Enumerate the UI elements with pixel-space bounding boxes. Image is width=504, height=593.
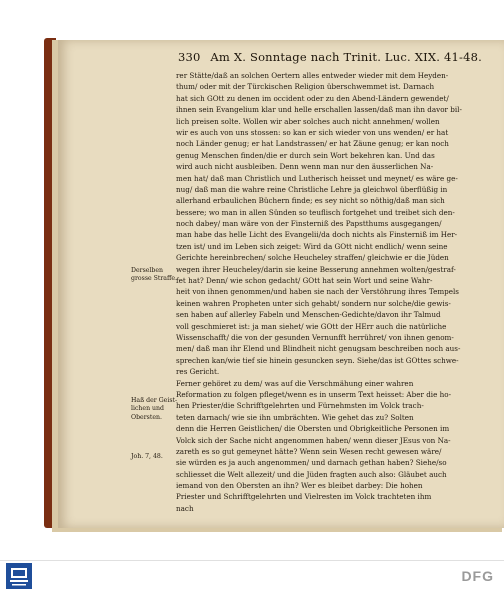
text-line: man habe das helle Licht des Evangelii/da doch nichts als Finsterniß im Her- [176,230,458,240]
text-line: wird auch nicht ausbleiben. Denn wenn man nur den äusserlichen Na- [176,162,434,172]
marginal-note-3 [131,453,181,461]
text-line: genug Menschen finden/die er durch sein Wort bekehren kan. Und das [176,150,435,160]
text-line: noch dabey/ man wäre von der Finsterniß des Papstthums ausgegangen/ [176,219,442,229]
text-line: wegen ihrer Heucheley/darin sie keine Besserung annehmen wolten/gestraf- [176,264,456,274]
marginal-line: Derselben [131,267,164,274]
page-title: Am X. Sonntage nach Trinit. Luc. XIX. 41-48. [210,50,482,64]
body-text [176,70,504,520]
text-line: sprechen kan/wie tief sie hinein gesuncken seyn. Siehe/das ist GOttes schwe- [176,355,459,365]
text-line: sen haben auf allerley Fabeln und Menschen-Gedichte/davon ihr Talmud [176,310,441,320]
text-line: Ferner gehöret zu dem/ was auf die Verschmähung einer wahren [176,378,414,388]
text-line: men/ daß man ihr Elend und Blindheit nicht genugsam beschreiben noch aus- [176,344,461,354]
text-line: nug/ daß man die wahre reine Christliche Lehre ja gleichwol überflüßig in [176,184,448,194]
text-line: Reformation zu folgen pfleget/wenn es in unserm Text heisset: Aber die ho- [176,389,452,399]
text-line: fet hat? Denn/ wie schon gedacht/ GOtt hat sein Wort und seine Wahr- [176,276,433,286]
text-line: schliesset die Welt allezeit/ und die Jüden fragten auch also: Gläubet auch [176,469,447,479]
marginal-note-2 [131,397,181,422]
page-number: 330 [178,50,201,64]
text-line: noch Länder genug; er hat Landstrassen/ er hat Zäune genug; er kan noch [176,139,449,149]
marginal-line: Haß der Geist- [131,397,178,404]
marginal-note-1 [131,267,181,284]
text-line: rer Stätte/daß an solchen Oertern alles entweder wieder mit dem Heyden- [176,71,449,80]
text-line: allerhand erbaulichen Büchern finde; es sey nicht so nöthig/daß man sich [176,196,445,206]
text-line: sie würden es ja auch angenommen/ und darnach gethan haben? Siehe/so [176,458,447,468]
text-line: iemand von den Obersten an ihn? Wer es bleibet darbey: Die hohen [176,481,423,491]
marginal-line: Obersten. [131,413,162,421]
running-head [178,50,498,66]
text-line: denn die Herren Geistlichen/ die Obersten und Obrigkeitliche Personen im [176,424,450,434]
text-line: Gerichte hereinbrechen/ solche Heucheley straffen/ gleichwie er die Jüden [176,253,449,263]
text-line: men hat/ daß man Christlich und Lutherisch heisset und meynet/ es wäre ge- [176,173,458,183]
text-line: bessere; wo man in allen Sünden so teuflisch fortgehet und treibet sich den- [176,207,455,217]
text-line: Volck sich der Sache nicht angenommen haben/ wenn dieser JEsus von Na- [176,435,451,445]
marginal-line: Joh. 7, 48. [131,453,163,460]
text-line: lich preisen solte. Wollen wir aber solches auch nicht annehmen/ wollen [176,116,440,126]
text-line: hat sich GOtt zu denen im occident oder zu den Abend-Ländern gewendet/ [176,93,449,103]
text-line: Priester und Schrifftgelehrten und Vielresten im Volck trachteten ihm [176,492,432,502]
text-line: wir es auch von uns stossen: so kan er sich wieder von uns wenden/ er hat [176,127,449,137]
text-line: hen Priester/die Schrifftgelehrten und Fürnehmsten im Volck trach- [176,401,424,411]
text-line: thum/ oder mit der Türckischen Religion überschwemmet ist. Darnach [176,82,435,92]
text-line: keinen wahren Propheten unter sich gehabt/ sondern nur solche/die gewis- [176,298,451,308]
marginal-line: grosse Straffe. [131,275,178,283]
text-line: nach [176,503,194,513]
text-line: teten darnach/ wie sie ihn umbrächten. Wie gehet das zu? Solten [176,412,414,422]
text-line: zareth es so gut gemeynet hätte? Wenn sein Wesen recht gewesen wäre/ [176,446,442,456]
text-line: tzen ist/ und im Leben sich zeiget: Wird da GOtt nicht endlich/ wenn seine [176,241,448,251]
marginal-line: lichen und [131,405,164,413]
text-line: res Gericht. [176,367,220,377]
text-line: heit von ihnen genommen/und haben sie nach der Verstöhrung ihres Tempels [176,287,459,297]
dfg-logo[interactable]: DFG [461,568,494,584]
library-logo-icon[interactable] [6,563,32,589]
book-page [58,40,504,528]
text-line: voll geschmieret ist: ja man siehet/ wie GOtt der HErr auch die natürliche [176,321,447,331]
viewer-footer [0,560,504,593]
text-line: ihnen sein Evangelium klar und helle erschallen lassen/daß man ihn davor bil- [176,105,462,115]
text-line: Wissenschafft/ die von der gesunden Vernunfft herrühret/ von ihnen genom- [176,332,454,342]
